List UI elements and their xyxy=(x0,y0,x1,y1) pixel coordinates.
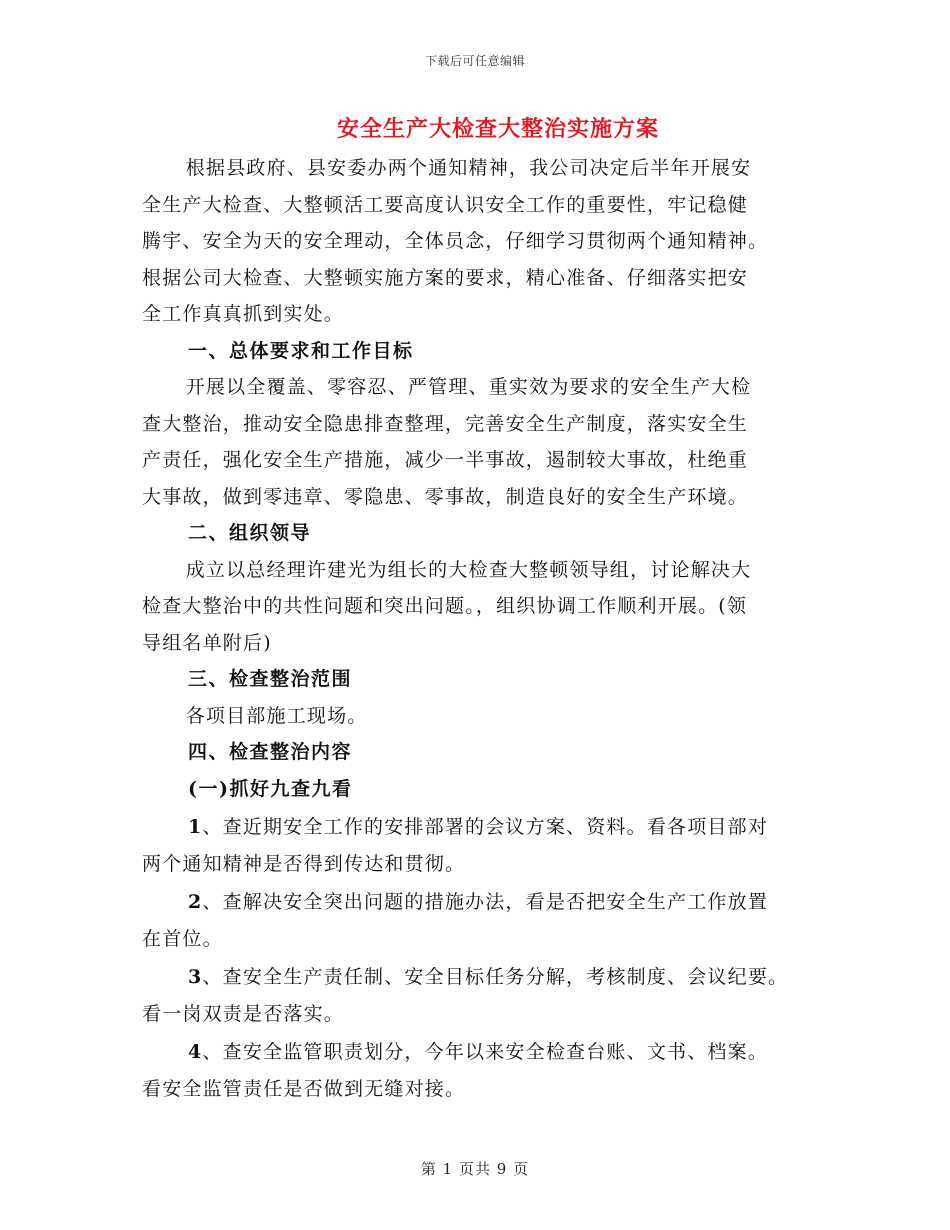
item-text-continued: 在首位。 xyxy=(142,927,223,950)
section-paragraph: 开展以全覆盖、零容忍、严管理、重实效为要求的安全生产大检 查大整治，推动安全隐患排查整理，完善安全生产制度，落实安全生 产责任，强化安全生产措施，减少一半事故，遏制较大事故，杜绝重 大事故，做到零违章、零隐患、零事故，制造良好的安全生产环境。 xyxy=(142,376,752,508)
check-item xyxy=(142,809,812,882)
section-paragraph: 各项目部施工现场。 xyxy=(185,704,368,727)
item-text-continued: 看安全监管责任是否做到无缝对接。 xyxy=(142,1077,466,1100)
page-footer: 第 1 页共 9 页 xyxy=(420,1160,530,1178)
item-text: 、查安全监管职责划分，今年以来安全检查台账、文书、档案。 xyxy=(202,1041,769,1063)
item-text-continued: 看一岗双责是否落实。 xyxy=(142,1002,345,1025)
check-item xyxy=(142,1034,812,1107)
section-heading: 二、组织领导 xyxy=(188,522,312,544)
item-number: 3 xyxy=(188,966,203,988)
item-number: 1 xyxy=(188,816,203,838)
page-header: 下载后可任意编辑 xyxy=(424,54,525,68)
check-item xyxy=(142,884,812,957)
check-item xyxy=(142,959,812,1032)
subsection-heading: (一)抓好九查九看 xyxy=(188,777,353,800)
item-text: 、查解决安全突出问题的措施办法，看是否把安全生产工作放置 xyxy=(202,891,769,913)
section-heading: 四、检查整治内容 xyxy=(188,741,353,763)
document-title: 安全生产大检查大整治实施方案 xyxy=(336,116,659,142)
item-text: 、查近期安全工作的安排部署的会议方案、资料。看各项目部对 xyxy=(202,816,769,838)
section-heading: 一、总体要求和工作目标 xyxy=(188,339,414,362)
item-text-continued: 两个通知精神是否得到传达和贯彻。 xyxy=(142,852,466,875)
item-number: 2 xyxy=(188,891,203,913)
intro-paragraph: 根据县政府、县安委办两个通知精神，我公司决定后半年开展安 全生产大检查、大整顿活工要高度认识安全工作的重要性，牢记稳健 腾宇、安全为天的安全理动，全体员念，仔细学习贯彻两个通知精神。 根据公司大检查、大整顿实施方案的要求，精心准备、仔细落实把安 全工作真真抓到实处。 xyxy=(142,157,769,325)
item-text: 、查安全生产责任制、安全目标任务分解，考核制度、会议纪要。 xyxy=(202,966,789,988)
document-body xyxy=(142,150,812,1107)
section-paragraph: 成立以总经理许建光为组长的大检查大整顿领导组，讨论解决大 检查大整治中的共性问题和突出问题。，组织协调工作顺利开展。(领 导组名单附后) xyxy=(142,558,752,654)
section-heading: 三、检查整治范围 xyxy=(188,668,353,690)
item-number: 4 xyxy=(188,1041,203,1063)
